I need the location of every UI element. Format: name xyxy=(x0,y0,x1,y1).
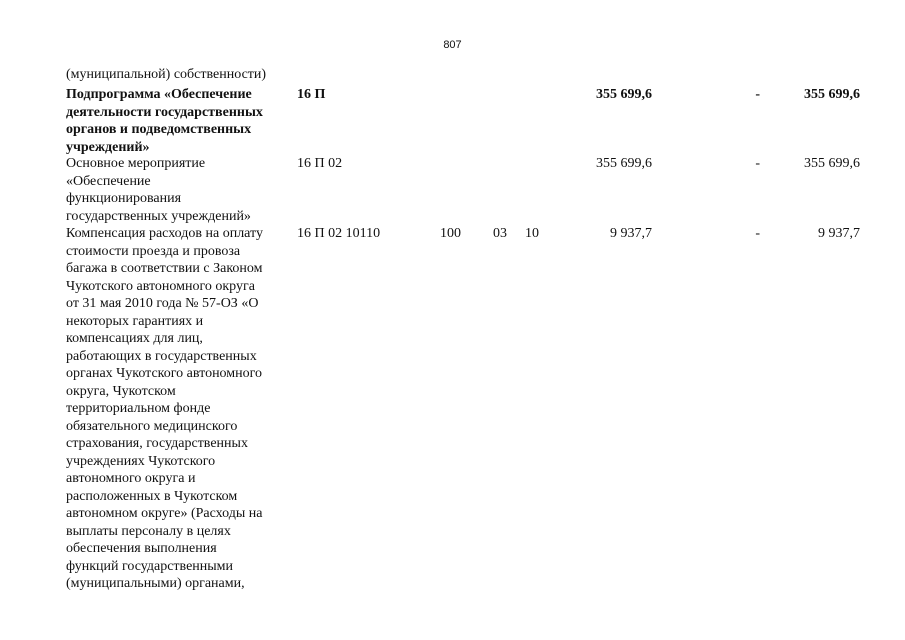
description-line: функций государственными xyxy=(66,558,234,574)
description-line: работающих в государственных xyxy=(66,348,257,364)
description-line: (муниципальными) органами, xyxy=(66,576,245,591)
description-line: выплаты персоналу в целях xyxy=(66,523,231,539)
target-article-code: 16 П 02 10110 xyxy=(297,226,381,241)
section-code: 03 xyxy=(493,226,507,241)
amount-change: - xyxy=(755,87,760,102)
description-line: стоимости проезда и провоза xyxy=(66,243,241,259)
description-line: компенсациях для лиц, xyxy=(66,331,203,346)
expense-type-code: 100 xyxy=(440,226,461,241)
description-line: Подпрограмма «Обеспечение xyxy=(66,87,252,102)
target-article-code: 16 П 02 xyxy=(297,156,343,171)
description-line: автономного округа и xyxy=(66,471,196,486)
page-number: 807 xyxy=(443,39,462,51)
description-line: обеспечения выполнения xyxy=(66,541,217,556)
amount-total: 355 699,6 xyxy=(596,156,652,171)
description-line: расположенных в Чукотском xyxy=(66,488,238,504)
target-article-code: 16 П xyxy=(297,87,326,102)
amount-total: 355 699,6 xyxy=(596,87,652,102)
description-line: от 31 мая 2010 года № 57-ОЗ «О xyxy=(66,296,259,311)
description-line: некоторых гарантиях и xyxy=(66,313,204,329)
description-line: учреждений» xyxy=(66,139,150,155)
row-description xyxy=(66,155,291,225)
description-line: Чукотского автономного округа xyxy=(66,278,255,294)
description-line: функционирования xyxy=(66,191,182,206)
description-line: автономном округе» (Расходы на xyxy=(66,506,263,521)
description-line: деятельности государственных xyxy=(66,104,263,120)
description-line: учреждениях Чукотского xyxy=(66,453,216,469)
amount-change: - xyxy=(755,156,760,171)
description-line: Основное мероприятие xyxy=(66,156,206,171)
description-line: (муниципальной) собственности) xyxy=(66,67,267,82)
description-line: обязательного медицинского xyxy=(66,418,238,434)
description-line: багажа в соответствии с Законом xyxy=(66,261,263,276)
subsection-code: 10 xyxy=(525,226,539,241)
row-description xyxy=(66,66,291,84)
description-line: государственных учреждений» xyxy=(66,208,251,224)
amount-total: 9 937,7 xyxy=(610,226,652,241)
amount-change: - xyxy=(755,226,760,241)
description-line: органах Чукотского автономного xyxy=(66,366,263,381)
description-line: страхования, государственных xyxy=(66,436,248,451)
amount-final: 9 937,7 xyxy=(818,226,860,241)
description-line: Компенсация расходов на оплату xyxy=(66,226,263,241)
amount-final: 355 699,6 xyxy=(804,156,860,171)
description-line: органов и подведомственных xyxy=(66,122,252,137)
row-description xyxy=(66,225,291,593)
description-line: «Обеспечение xyxy=(66,173,151,189)
description-line: округа, Чукотском xyxy=(66,383,176,399)
amount-final: 355 699,6 xyxy=(804,87,860,102)
description-line: территориальном фонде xyxy=(66,401,211,416)
row-description xyxy=(66,86,291,156)
